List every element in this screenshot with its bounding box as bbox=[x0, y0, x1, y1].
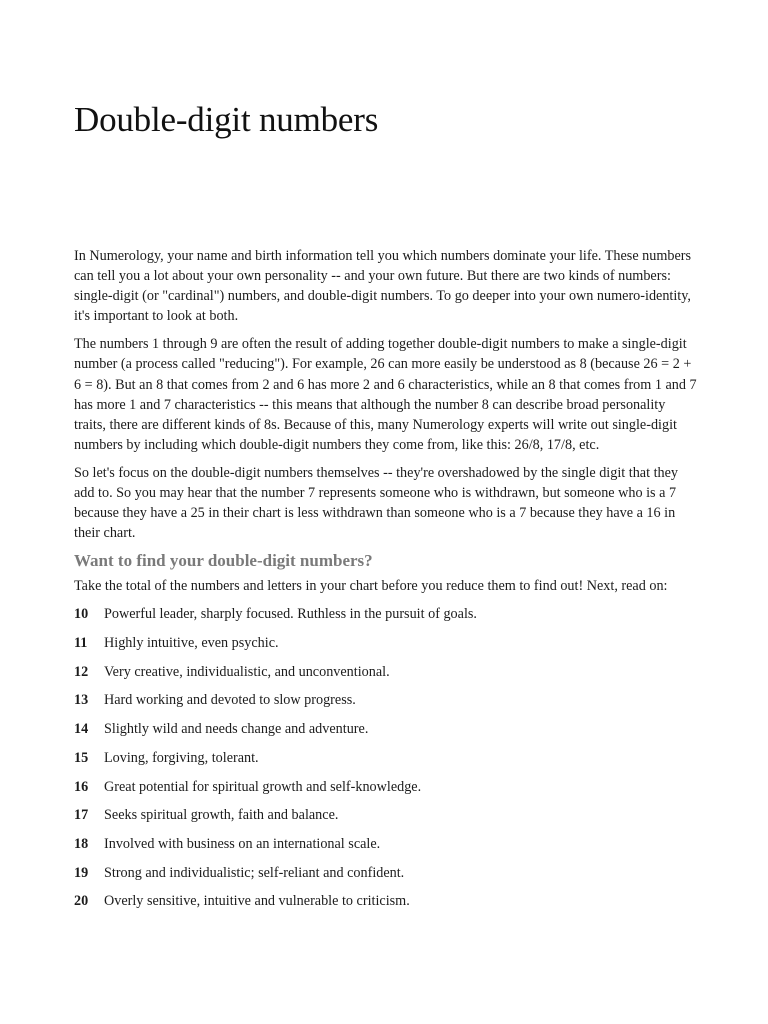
list-item-number: 14 bbox=[74, 721, 89, 738]
list-item-number: 17 bbox=[74, 807, 89, 824]
list-item bbox=[74, 805, 698, 834]
list-item bbox=[74, 863, 698, 892]
list-item-number: 15 bbox=[74, 749, 89, 766]
list-item-description: Loving, forgiving, tolerant. bbox=[104, 749, 259, 766]
section-intro: Take the total of the numbers and letters in your chart before you reduce them to find out! Next, read on: bbox=[74, 578, 668, 595]
list-item-description: Very creative, individualistic, and unconventional. bbox=[104, 663, 390, 680]
list-item bbox=[74, 633, 698, 662]
list-item-number: 13 bbox=[74, 692, 89, 709]
list-item bbox=[74, 834, 698, 863]
article-body bbox=[74, 246, 698, 920]
list-item bbox=[74, 662, 698, 691]
list-item-number: 12 bbox=[74, 663, 89, 680]
list-item-description: Seeks spiritual growth, faith and balance. bbox=[104, 807, 339, 824]
list-item-number: 11 bbox=[74, 635, 88, 652]
list-item-description: Strong and individualistic; self-reliant and confident. bbox=[104, 864, 405, 881]
list-item bbox=[74, 777, 698, 806]
paragraph-reducing: The numbers 1 through 9 are often the result of adding together double-digit numbers to make a single-digit number (a process called "reducing"). For example, 26 can more easily be understood as 8 (because 26 = 2 + 6 = 8). But an 8 that comes from 2 and 6 has more 2 and 6 characteristics, while an 8 that comes from 1 and 7 has more 1 and 7 characteristics -- this means that although the number 8 can describe broad personality traits, there are different kinds of 8s. Because of this, many Numerology experts will write out single-digit numbers by including which double-digit numbers they come from, like this: 26/8, 17/8, etc. bbox=[74, 336, 697, 453]
list-item bbox=[74, 748, 698, 777]
list-item-description: Overly sensitive, intuitive and vulnerable to criticism. bbox=[104, 893, 410, 910]
numbers-list bbox=[74, 604, 698, 920]
paragraph-focus: So let's focus on the double-digit numbers themselves -- they're overshadowed by the single digit that they add to. So you may hear that the number 7 represents someone who is withdrawn, but someone who is a 7 because they have a 25 in their chart is less withdrawn than someone who is a 7 because they have a 16 in their chart. bbox=[74, 464, 679, 542]
paragraph-intro: In Numerology, your name and birth information tell you which numbers dominate your life. These numbers can tell you a lot about your own personality -- and your own future. But there are two kinds of numbers: single-digit (or "cardinal") numbers, and double-digit numbers. To go deeper into your own numero-identity, it's important to look at both. bbox=[74, 248, 692, 325]
list-item-description: Great potential for spiritual growth and self-knowledge. bbox=[104, 778, 422, 795]
list-item-number: 20 bbox=[74, 893, 89, 910]
list-item-number: 10 bbox=[74, 606, 89, 623]
list-item-description: Powerful leader, sharply focused. Ruthless in the pursuit of goals. bbox=[104, 606, 477, 623]
section-heading: Want to find your double-digit numbers? bbox=[74, 551, 373, 571]
list-item-description: Involved with business on an international scale. bbox=[104, 835, 381, 852]
list-item-description: Highly intuitive, even psychic. bbox=[104, 635, 279, 652]
list-item bbox=[74, 719, 698, 748]
list-item-description: Slightly wild and needs change and adventure. bbox=[104, 721, 369, 738]
page-title: Double-digit numbers bbox=[74, 100, 379, 139]
list-item-number: 19 bbox=[74, 864, 89, 881]
list-item bbox=[74, 690, 698, 719]
list-item-description: Hard working and devoted to slow progress. bbox=[104, 692, 356, 709]
list-item bbox=[74, 604, 698, 633]
list-item-number: 18 bbox=[74, 835, 89, 852]
list-item bbox=[74, 891, 698, 920]
list-item-number: 16 bbox=[74, 778, 89, 795]
